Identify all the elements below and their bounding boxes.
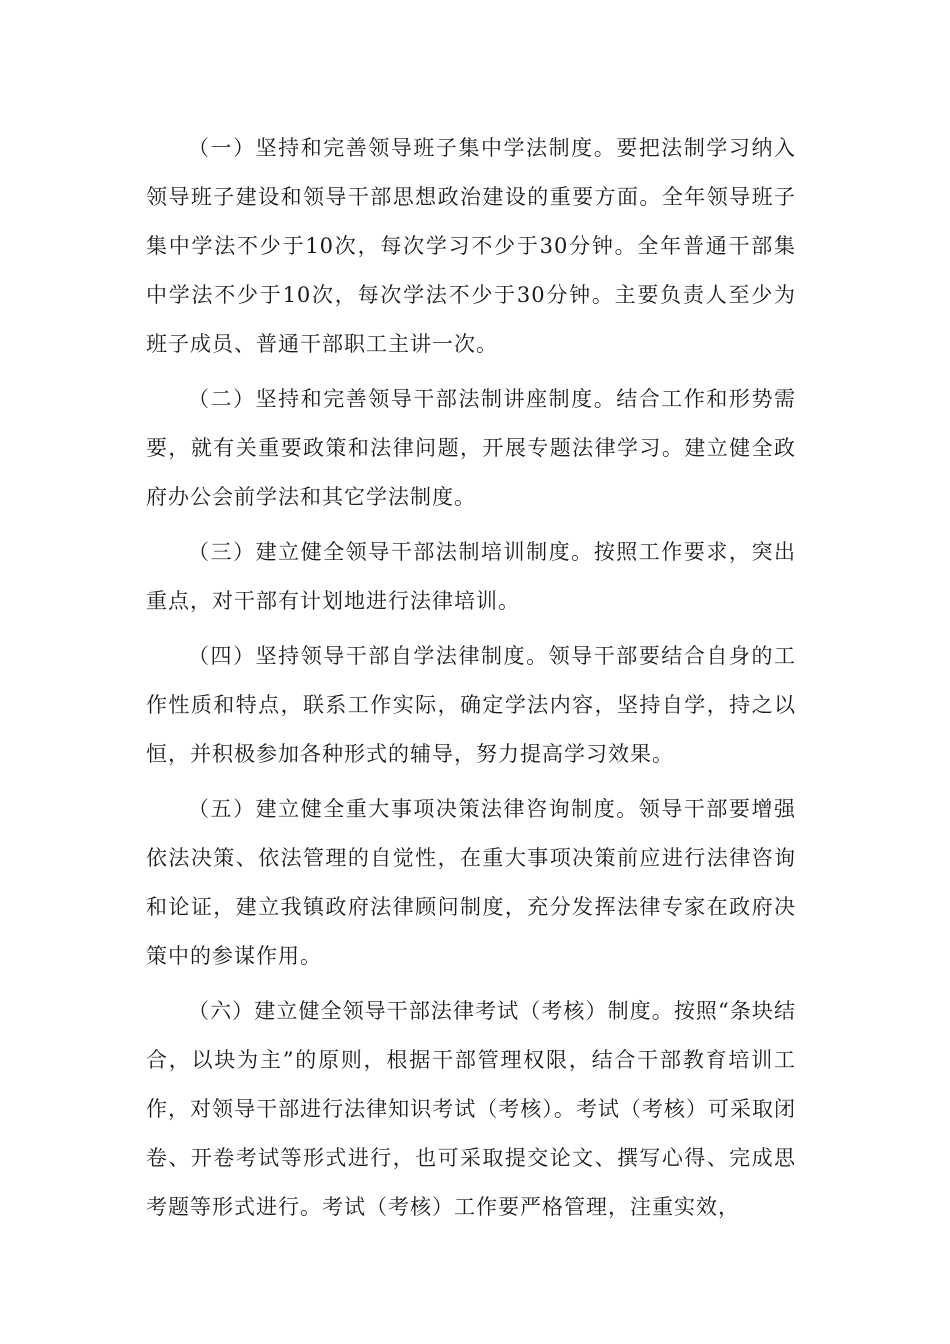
paragraph-4: （四）坚持领导干部自学法律制度。领导干部要结合自身的工作性质和特点，联系工作实际，确定学法内容，坚持自学，持之以恒，并积极参加各种形式的辅导，努力提高学习效果。 (146, 644, 796, 766)
paragraph-5: （五）建立健全重大事项决策法律咨询制度。领导干部要增强依法决策、依法管理的自觉性，在重大事项决策前应进行法律咨询和论证，建立我镇政府法律顾问制度，充分发挥法律专家在政府决策中的参谋作用。 (146, 797, 796, 968)
paragraph-1: （一）坚持和完善领导班子集中学法制度。要把法制学习纳入领导班子建设和领导干部思想政治建设的重要方面。全年领导班子集中学法不少于10次，每次学习不少于30分钟。全年普通干部集中学法不少于10次，每次学法不少于30分钟。主要负责人至少为班子成员、普通干部职工主讲一次。 (146, 136, 796, 356)
paragraph-2: （二）坚持和完善领导干部法制讲座制度。结合工作和形势需要，就有关重要政策和法律问题，开展专题法律学习。建立健全政府办公会前学法和其它学法制度。 (146, 387, 796, 509)
paragraph-6: （六）建立健全领导干部法律考试（考核）制度。按照“条块结合，以块为主”的原则，根据干部管理权限，结合干部教育培训工作，对领导干部进行法律知识考试（考核）。考试（考核）可采取闭卷、开卷考试等形式进行，也可采取提交论文、撰写心得、完成思考题等形式进行。考试（考核）工作要严格管理，注重实效， (146, 999, 796, 1219)
document-body (146, 124, 796, 1238)
paragraph-3: （三）建立健全领导干部法制培训制度。按照工作要求，突出重点，对干部有计划地进行法律培训。 (146, 540, 796, 613)
